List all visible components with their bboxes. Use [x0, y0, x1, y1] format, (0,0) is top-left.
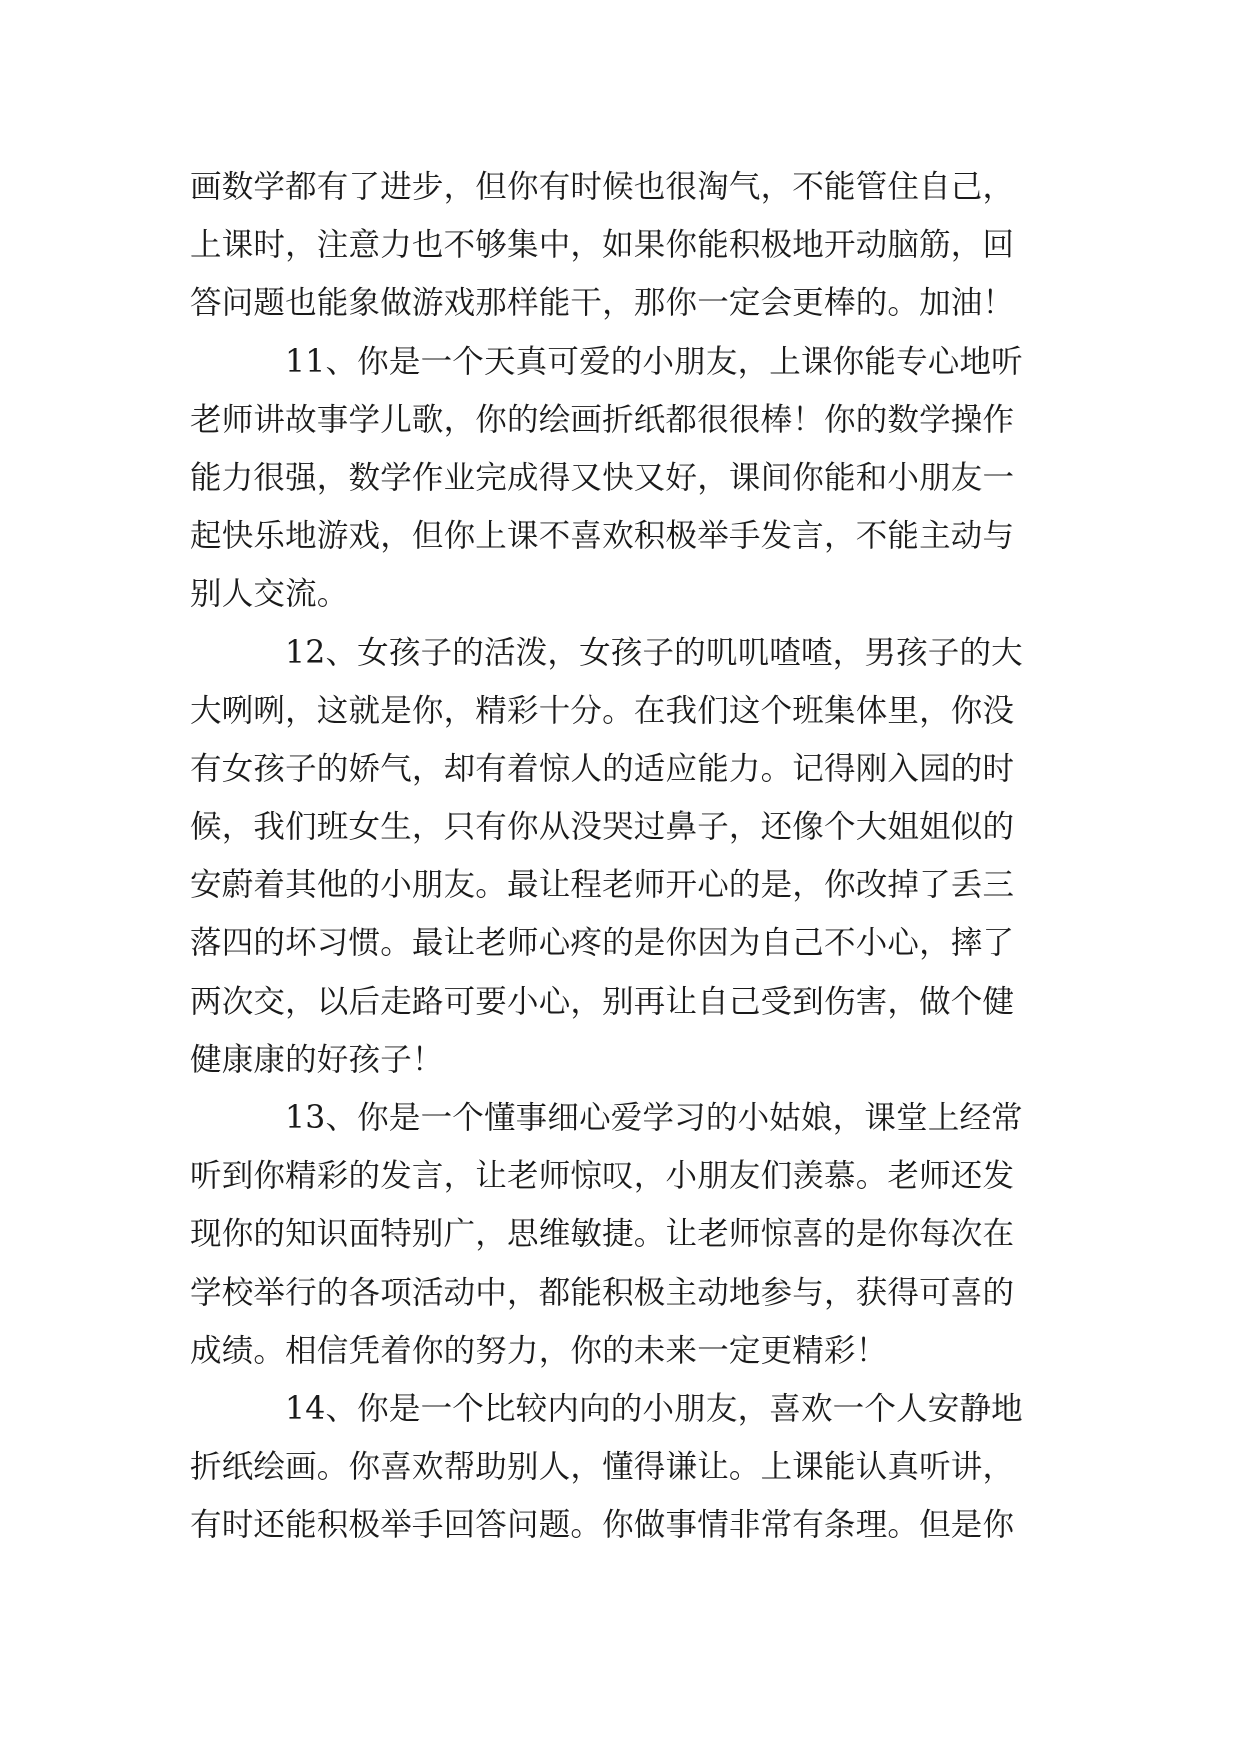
text-line: 能力很强，数学作业完成得又快又好，课间你能和小朋友一 — [190, 459, 1015, 496]
paragraph-first-line: 11、你是一个天真可爱的小朋友，上课你能专心地听 — [285, 343, 1023, 380]
text-line: 健康康的好孩子！ — [190, 1041, 444, 1078]
text-line: 听到你精彩的发言，让老师惊叹，小朋友们羡慕。老师还发 — [190, 1158, 1015, 1195]
text-line: 学校举行的各项活动中，都能积极主动地参与，获得可喜的 — [190, 1274, 1015, 1311]
text-line: 候，我们班女生，只有你从没哭过鼻子，还像个大姐姐似的 — [190, 809, 1015, 846]
text-line: 有时还能积极举手回答问题。你做事情非常有条理。但是你 — [190, 1507, 1015, 1544]
text-line: 两次交，以后走路可要小心，别再让自己受到伤害，做个健 — [190, 983, 1015, 1020]
text-line: 折纸绘画。你喜欢帮助别人，懂得谦让。上课能认真听讲， — [190, 1449, 1015, 1486]
text-line: 上课时，注意力也不够集中，如果你能积极地开动脑筋，回 — [190, 227, 1015, 264]
text-line: 老师讲故事学儿歌，你的绘画折纸都很很棒！你的数学操作 — [190, 401, 1015, 438]
text-line: 现你的知识面特别广，思维敏捷。让老师惊喜的是你每次在 — [190, 1216, 1015, 1253]
text-line: 别人交流。 — [190, 576, 349, 613]
paragraph-first-line: 14、你是一个比较内向的小朋友，喜欢一个人安静地 — [285, 1390, 1023, 1427]
text-line: 安蔚着其他的小朋友。最让程老师开心的是，你改掉了丢三 — [190, 867, 1015, 904]
text-line: 大咧咧，这就是你，精彩十分。在我们这个班集体里，你没 — [190, 692, 1015, 729]
text-line: 答问题也能象做游戏那样能干，那你一定会更棒的。加油！ — [190, 285, 1015, 322]
text-line: 落四的坏习惯。最让老师心疼的是你因为自己不小心，摔了 — [190, 925, 1015, 962]
paragraph-first-line: 12、女孩子的活泼，女孩子的叽叽喳喳，男孩子的大 — [285, 634, 1023, 671]
text-line: 画数学都有了进步，但你有时候也很淘气，不能管住自己， — [190, 169, 1015, 205]
text-line: 成绩。相信凭着你的努力，你的未来一定更精彩！ — [190, 1332, 888, 1369]
paragraph-first-line: 13、你是一个懂事细心爱学习的小姑娘，课堂上经常 — [285, 1100, 1023, 1136]
text-line: 起快乐地游戏，但你上课不喜欢积极举手发言，不能主动与 — [190, 518, 1015, 555]
document-body — [190, 158, 1050, 1555]
text-line: 有女孩子的娇气，却有着惊人的适应能力。记得刚入园的时 — [190, 750, 1015, 787]
